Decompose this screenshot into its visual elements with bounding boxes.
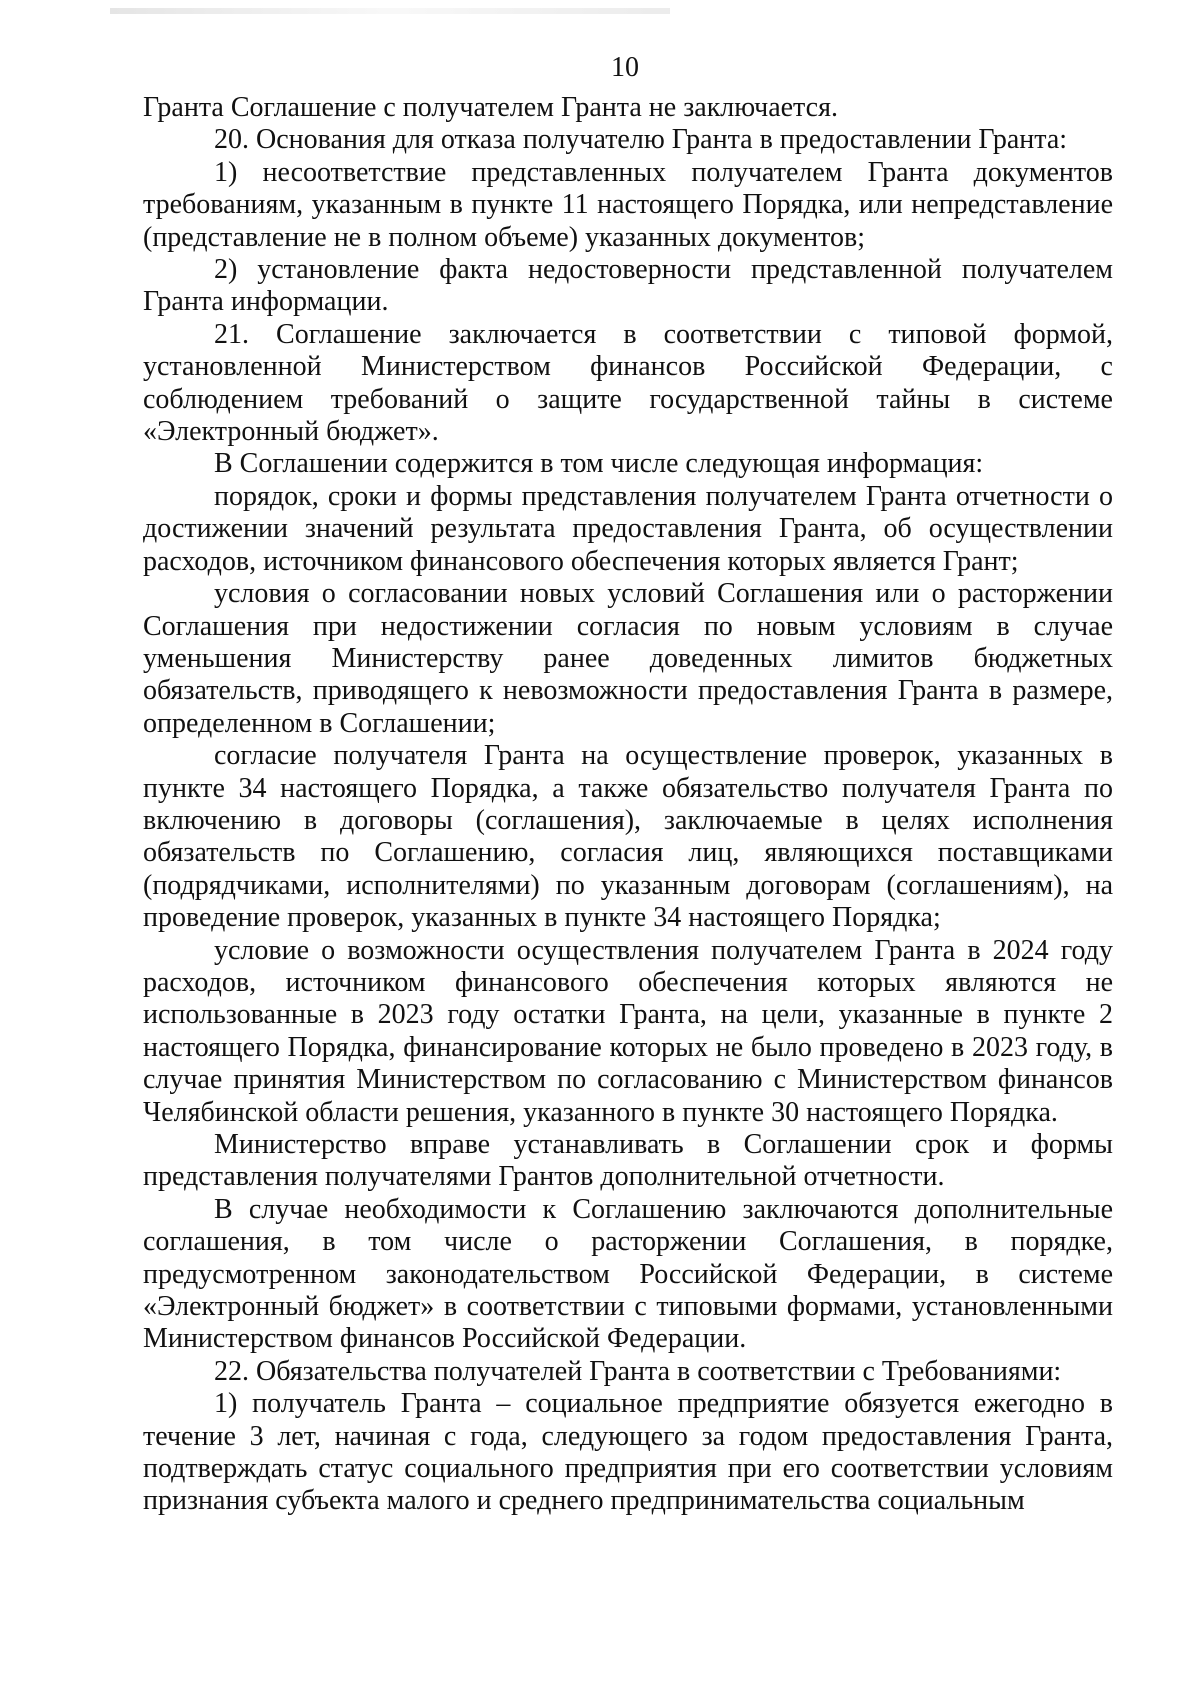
- paragraph-item-21: 21. Соглашение заключается в соответствии с типовой формой, установленной Министерством финансов Российской Федерации, с соблюдением требований о защите государственной тайны в системе «Электронный бюджет».: [143, 318, 1113, 448]
- paragraph-subitem-2: 2) установление факта недостоверности представленной получателем Гранта информации.: [143, 254, 1113, 318]
- paragraph-item-20: 20. Основания для отказа получателю Гранта в предоставлении Гранта:: [214, 124, 1068, 156]
- paragraph-continuation: Гранта Соглашение с получателем Гранта не заключается.: [143, 92, 838, 123]
- paragraph-subitem-1: 1) несоответствие представленных получателем Гранта документов требованиям, указанным в пункте 11 настоящего Порядка, или непредставление (представление не в полном объеме) указанных документов;: [143, 156, 1113, 253]
- scan-artifact: [110, 8, 670, 14]
- page-number: 10: [611, 52, 639, 83]
- paragraph: условие о возможности осуществления получателем Гранта в 2024 году расходов, источником финансового обеспечения которых являются не использованные в 2023 году остатки Гранта, на цели, указанные в пункте 2 настоящего Порядка, финансирование которых не было проведено в 2023 году, в случае принятия Министерством по согласованию с Министерством финансов Челябинской области решения, указанного в пункте 30 настоящего Порядка.: [143, 934, 1113, 1128]
- paragraph: согласие получателя Гранта на осуществление проверок, указанных в пункте 34 настоящего Порядка, а также обязательство получателя Гранта по включению в договоры (соглашения), заключаемые в целях исполнения обязательств по Соглашению, согласия лиц, являющихся поставщиками (подрядчиками, исполнителями) по указанным договорам (соглашениям), на проведение проверок, указанных в пункте 34 настоящего Порядка;: [143, 740, 1113, 934]
- paragraph-item-22: 22. Обязательства получателей Гранта в соответствии с Требованиями:: [214, 1355, 1062, 1387]
- paragraph: порядок, сроки и формы представления получателем Гранта отчетности о достижении значений результата предоставления Гранта, об осуществлении расходов, источником финансового обеспечения которых является Грант;: [143, 480, 1113, 577]
- document-body: [143, 92, 1113, 1518]
- paragraph: В Соглашении содержится в том числе следующая информация:: [214, 448, 984, 480]
- paragraph: В случае необходимости к Соглашению заключаются дополнительные соглашения, в том числе о расторжении Соглашения, в порядке, предусмотренном законодательством Российской Федерации, в системе «Электронный бюджет» в соответствии с типовыми формами, установленными Министерством финансов Российской Федерации.: [143, 1193, 1113, 1355]
- paragraph: Министерство вправе устанавливать в Соглашении срок и формы представления получателями Грантов дополнительной отчетности.: [143, 1129, 1113, 1193]
- paragraph: условия о согласовании новых условий Соглашения или о расторжении Соглашения при недостижении согласия по новым условиям в случае уменьшения Министерству ранее доведенных лимитов бюджетных обязательств, приводящего к невозможности предоставления Гранта в размере, определенном в Соглашении;: [143, 578, 1113, 739]
- paragraph-subitem-1: 1) получатель Гранта – социальное предприятие обязуется ежегодно в течение 3 лет, начиная с года, следующего за годом предоставления Гранта, подтверждать статус социального предприятия при его соответствии условиям признания субъекта малого и среднего предпринимательства социальным: [143, 1388, 1113, 1517]
